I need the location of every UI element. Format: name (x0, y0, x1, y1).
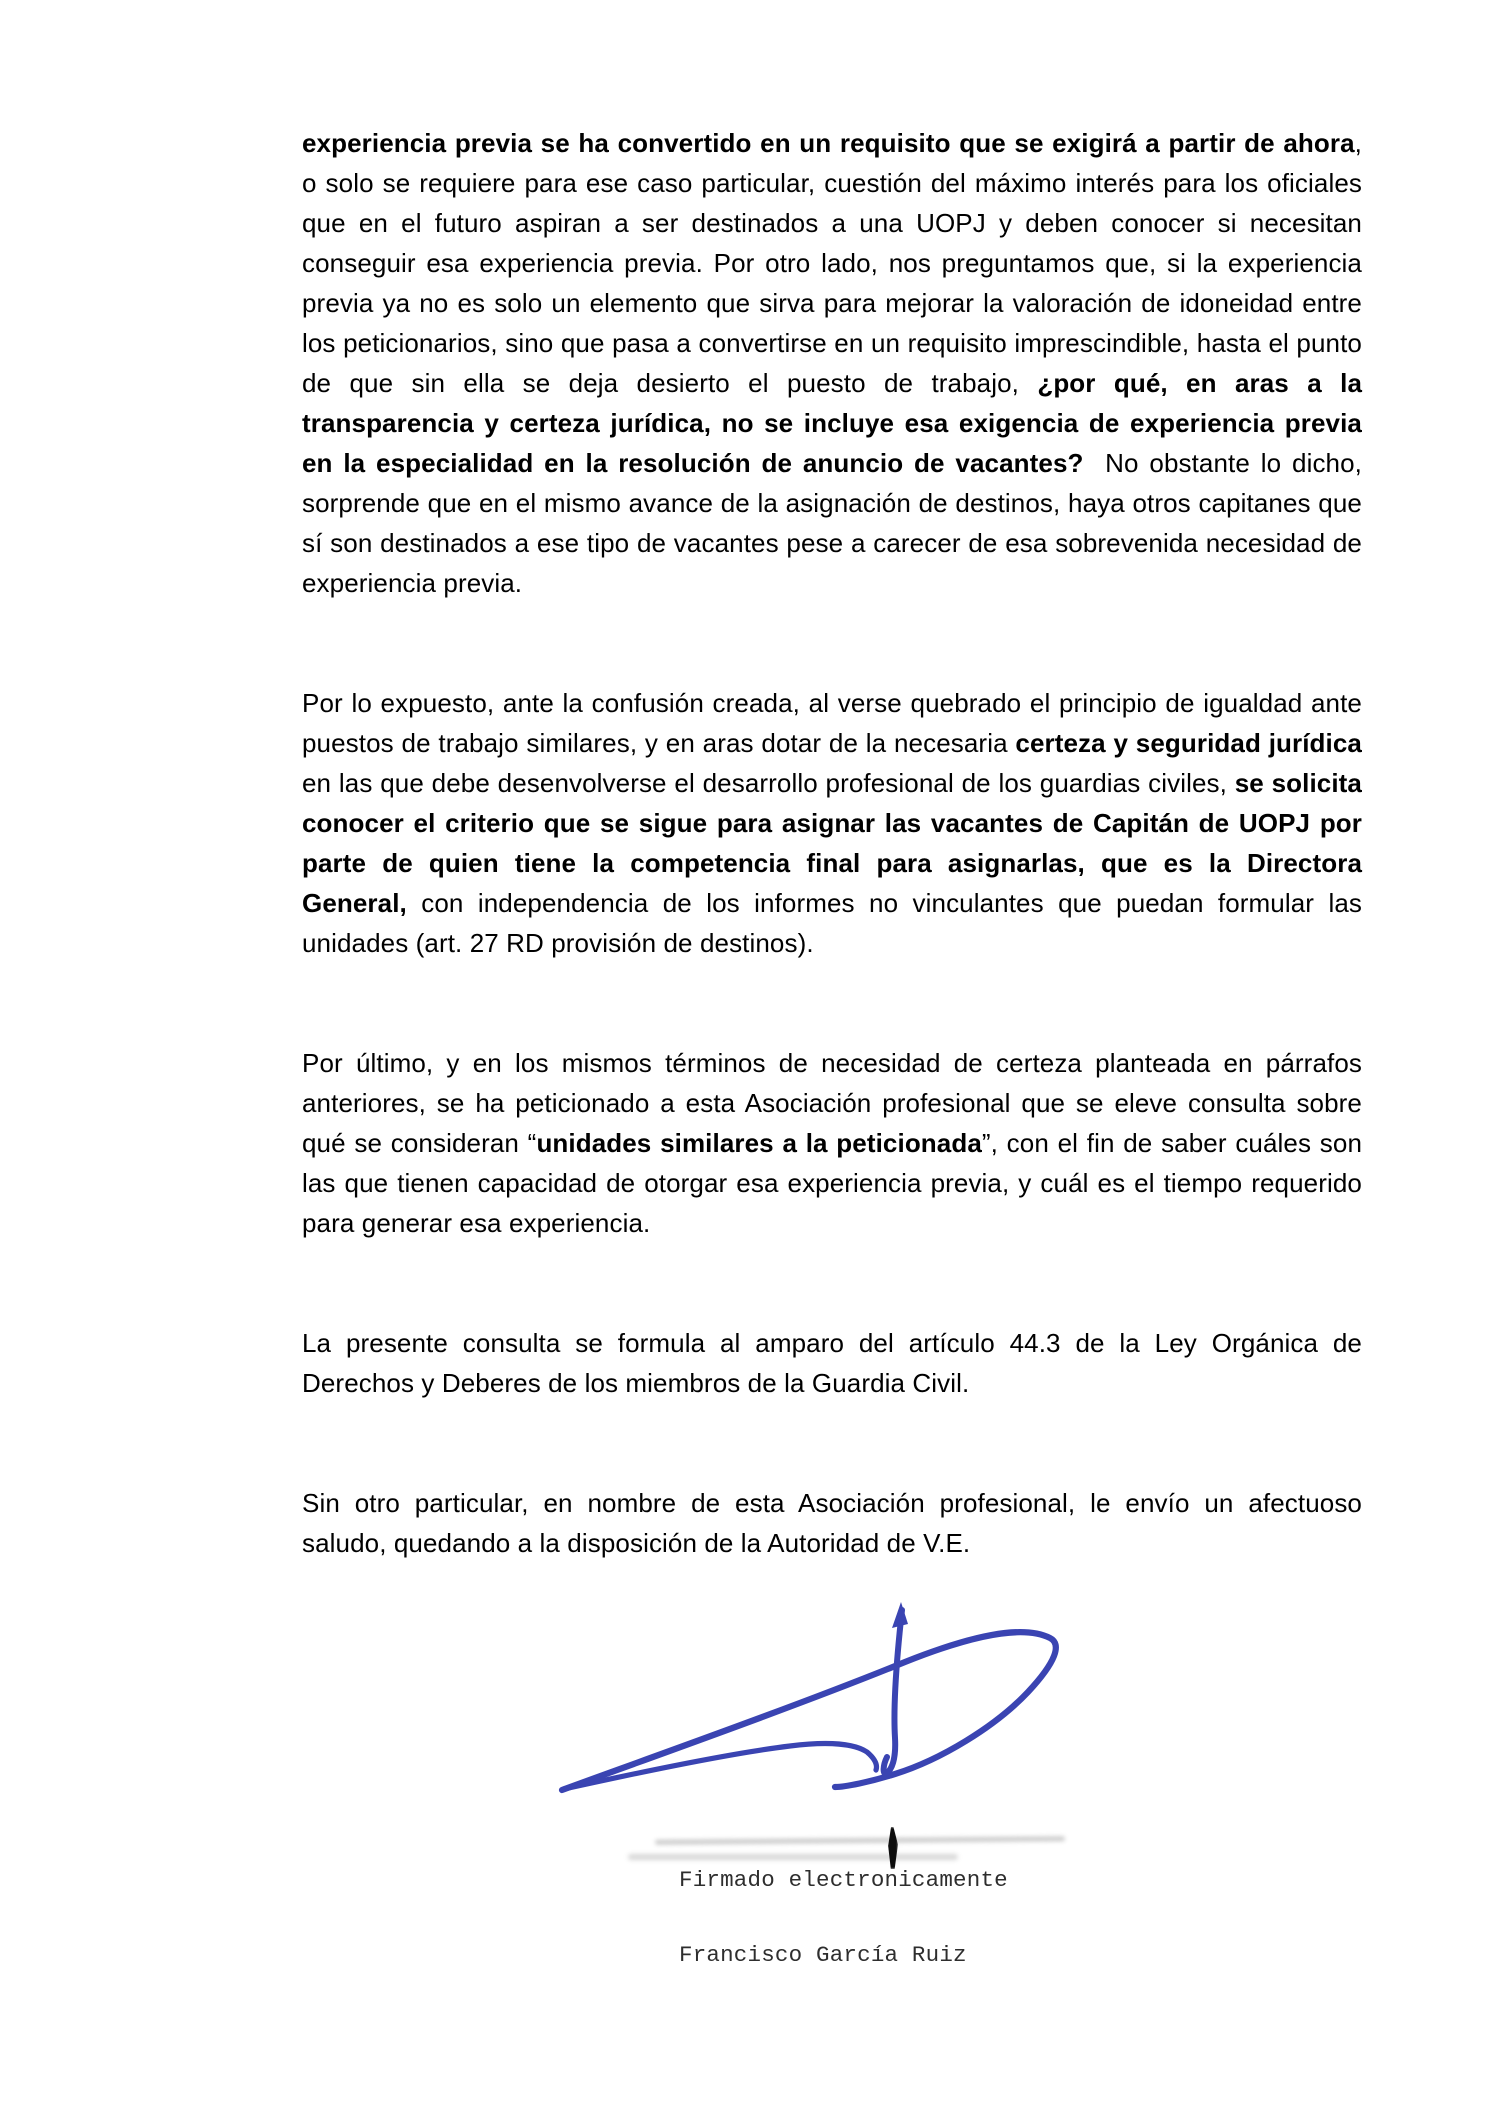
signature-caption (679, 1818, 1008, 2018)
bold-text-run: ¿por qué, en aras a la transparencia y certeza jurídica, no se incluye esa exigencia de experiencia previa en la especialidad en la resolución de anuncio de vacantes? (302, 368, 1362, 478)
signature-ink-scribble (540, 1600, 1070, 1800)
text-run: Por lo expuesto, ante la confusión creada, al verse quebrado el principio de igualdad ante puestos de trabajo similares, y en aras dotar de la necesaria (302, 688, 1362, 758)
text-run: No obstante lo dicho, sorprende que en el mismo avance de la asignación de destinos, haya otros capitanes que sí son destinados a ese tipo de vacantes pese a carecer de esa sobrevenida necesidad de experiencia previa. (302, 448, 1362, 598)
paragraph (302, 1323, 1362, 1403)
text-run: La presente consulta se formula al amparo del artículo 44.3 de la Ley Orgánica de Derechos y Deberes de los miembros de la Guardia Civil. (302, 1328, 1362, 1398)
signature-caption-line1: Firmado electronicamente (679, 1867, 1008, 1893)
signature-pen-tip (892, 1602, 908, 1628)
bold-text-run: certeza y seguridad jurídica (1015, 728, 1362, 758)
signature-loop-stroke (562, 1632, 1056, 1790)
letter-body (302, 123, 1362, 1643)
text-run: Por último, y en los mismos términos de necesidad de certeza planteada en párrafos anteriores, se ha peticionado a esta Asociación profesional que se eleve consulta sobre qué se consideran “ (302, 1048, 1362, 1158)
text-run: , o solo se requiere para ese caso particular, cuestión del máximo interés para los oficiales que en el futuro aspiran a ser destinados a una UOPJ y deben conocer si necesitan conseguir esa experiencia previa. Por otro lado, nos preguntamos que, si la experiencia previa ya no es solo un elemento que sirva para mejorar la valoración de idoneidad entre los peticionarios, sino que pasa a convertirse en un requisito imprescindible, hasta el punto de que sin ella se deja desierto el puesto de trabajo, (302, 128, 1362, 398)
paragraph (302, 683, 1362, 963)
text-run: ”, con el fin de saber cuáles son las que tienen capacidad de otorgar esa experiencia previa, y cuál es el tiempo requerido para generar esa experiencia. (302, 1128, 1363, 1238)
text-run: en las que debe desenvolverse el desarrollo profesional de los guardias civiles, (302, 768, 1235, 798)
signature-vertical-stroke (884, 1610, 902, 1774)
signature-underline-stroke (564, 1744, 877, 1789)
bold-text-run: se solicita conocer el criterio que se sigue para asignar las vacantes de Capitán de UOPJ por parte de quien tiene la competencia final para asignarlas, que es la Directora General, (302, 768, 1362, 918)
paragraph (302, 123, 1362, 603)
text-run: Sin otro particular, en nombre de esta Asociación profesional, le envío un afectuoso saludo, quedando a la disposición de la Autoridad de V.E. (302, 1488, 1362, 1558)
bold-text-run: experiencia previa se ha convertido en un requisito que se exigirá a partir de ahora (302, 128, 1355, 158)
bold-text-run: unidades similares a la peticionada (536, 1128, 982, 1158)
paragraph (302, 1483, 1362, 1563)
text-run: con independencia de los informes no vinculantes que puedan formular las unidades (art. 27 RD provisión de destinos). (302, 888, 1362, 958)
signature-caption-line2: Francisco García Ruiz (679, 1942, 967, 1968)
paragraph (302, 1043, 1362, 1243)
